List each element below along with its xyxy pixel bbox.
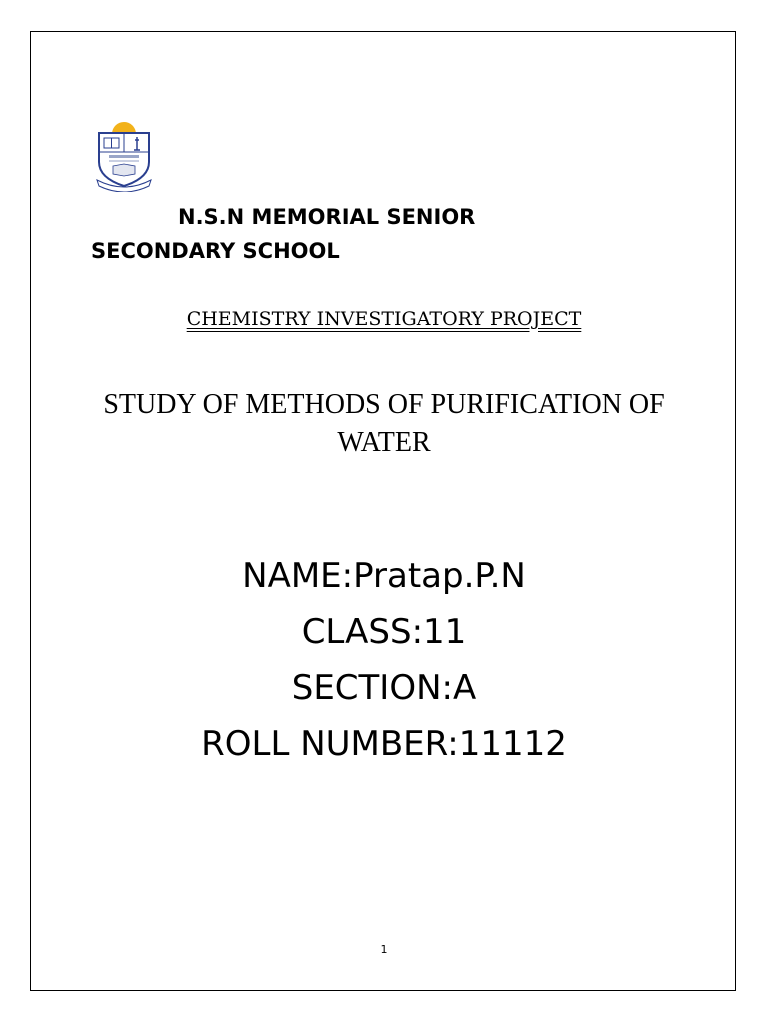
- student-details: [0, 548, 768, 772]
- project-type-heading: [0, 308, 768, 330]
- student-section: SECTION:A: [291, 668, 477, 708]
- student-class: CLASS:11: [301, 612, 467, 652]
- page-number: 1: [380, 943, 388, 956]
- school-name: N.S.N MEMORIAL SENIOR SECONDARY SCHOOL: [91, 205, 476, 263]
- student-name: NAME:Pratap.P.N: [242, 556, 526, 596]
- project-type-text: CHEMISTRY INVESTIGATORY PROJECT: [186, 308, 582, 330]
- school-crest-logo: [93, 120, 155, 192]
- project-title: STUDY OF METHODS OF PURIFICATION OF WATER: [103, 389, 665, 458]
- student-roll-number: ROLL NUMBER:11112: [201, 724, 567, 764]
